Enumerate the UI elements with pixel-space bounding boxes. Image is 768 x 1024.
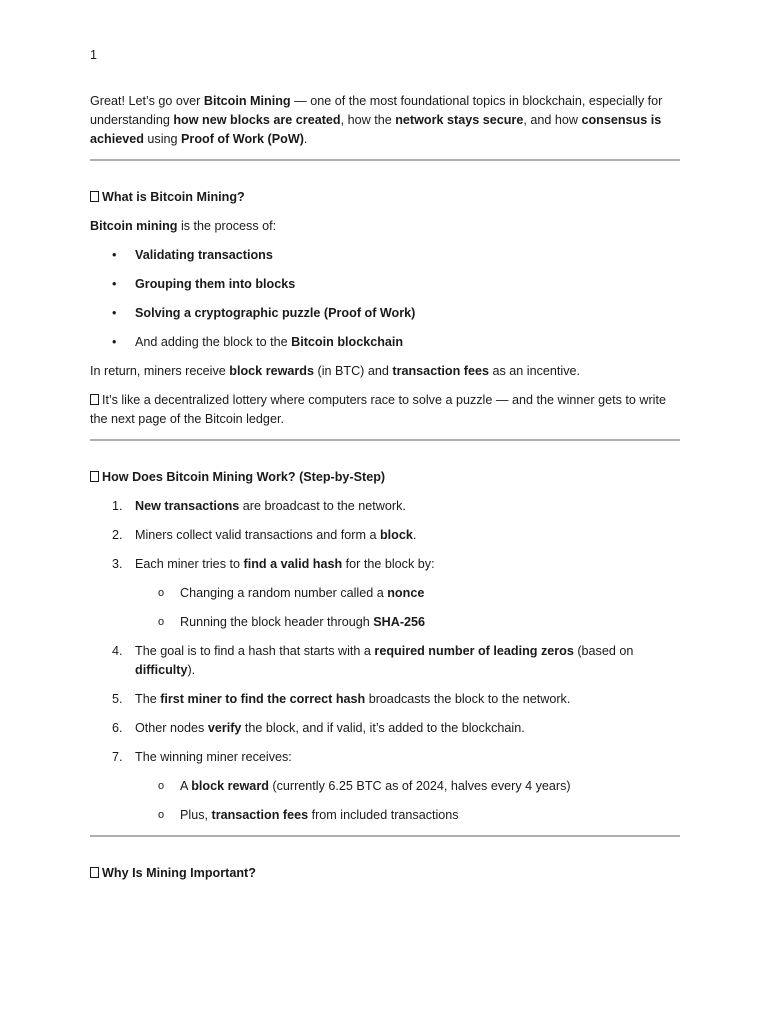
bold-text: Bitcoin Mining bbox=[203, 94, 291, 108]
text-run: . bbox=[412, 528, 417, 542]
sub-bullet-marker: o bbox=[158, 616, 165, 628]
analogy-paragraph: It’s like a decentralized lottery where computers race to solve a puzzle — and the winner gets to write the next page of the Bitcoin ledger. bbox=[90, 393, 666, 426]
step-number: 2. bbox=[112, 528, 123, 542]
text-run: (based on bbox=[573, 644, 634, 658]
list-item bbox=[90, 304, 680, 323]
list-item bbox=[90, 275, 680, 294]
text-run: And adding the block to the bbox=[135, 335, 292, 349]
sub-list-item bbox=[135, 584, 680, 603]
mining-steps-list bbox=[90, 246, 680, 352]
text-run: , and how bbox=[523, 113, 582, 127]
bold-text: Grouping them into blocks bbox=[135, 277, 296, 291]
bold-text: Solving a cryptographic puzzle (Proof of Work) bbox=[135, 306, 416, 320]
bold-text: New transactions bbox=[135, 499, 240, 513]
text-run: are broadcast to the network. bbox=[239, 499, 406, 513]
bold-text: transaction fees bbox=[392, 364, 489, 378]
sub-bullet-marker: o bbox=[158, 587, 165, 599]
bullet-marker: • bbox=[112, 306, 117, 320]
missing-emoji-icon bbox=[90, 867, 99, 878]
text-run: Great! Let’s go over bbox=[90, 94, 204, 108]
section-heading-what-is-mining: What is Bitcoin Mining? bbox=[90, 188, 680, 207]
document-body bbox=[90, 92, 680, 883]
text-run: (currently 6.25 BTC as of 2024, halves every 4 years) bbox=[268, 779, 571, 793]
text-run: A bbox=[180, 779, 192, 793]
step-item bbox=[90, 748, 680, 825]
bold-text: Validating transactions bbox=[135, 248, 273, 262]
bold-text: block bbox=[379, 528, 413, 542]
step-number: 1. bbox=[112, 499, 123, 513]
sub-list bbox=[135, 584, 680, 632]
sub-list-item bbox=[135, 613, 680, 632]
step-number: 5. bbox=[112, 692, 123, 706]
divider bbox=[90, 159, 680, 161]
page-number: 1 bbox=[90, 48, 98, 62]
text-run: using bbox=[143, 132, 182, 146]
text-run: is the process of: bbox=[177, 219, 277, 233]
missing-emoji-icon bbox=[90, 191, 99, 202]
bold-text: Bitcoin mining bbox=[90, 219, 178, 233]
list-item bbox=[90, 333, 680, 352]
section-heading-why-important: Why Is Mining Important? bbox=[90, 864, 680, 883]
step-item bbox=[90, 526, 680, 545]
bold-text: find a valid hash bbox=[243, 557, 343, 571]
step-item bbox=[90, 719, 680, 738]
sub-bullet-marker: o bbox=[158, 780, 165, 792]
bold-text: difficulty bbox=[135, 663, 188, 677]
text-run: The winning miner receives: bbox=[135, 750, 292, 764]
text-run: The goal is to find a hash that starts with a bbox=[135, 644, 375, 658]
bullet-marker: • bbox=[112, 277, 117, 291]
text-run: , how the bbox=[340, 113, 396, 127]
text-run: Changing a random number called a bbox=[180, 586, 388, 600]
bold-text: SHA-256 bbox=[373, 615, 426, 629]
bold-text: required number of leading zeros bbox=[374, 644, 574, 658]
bold-text: block rewards bbox=[229, 364, 314, 378]
text-run: The bbox=[135, 692, 161, 706]
step-list bbox=[90, 497, 680, 825]
intro-paragraph bbox=[90, 92, 680, 149]
text-run: for the block by: bbox=[342, 557, 435, 571]
step-number: 7. bbox=[112, 750, 123, 764]
section-heading-how-mining-works: How Does Bitcoin Mining Work? (Step-by-Step) bbox=[90, 468, 680, 487]
step-item bbox=[90, 642, 680, 680]
bold-text: how new blocks are created bbox=[173, 113, 341, 127]
divider bbox=[90, 835, 680, 837]
text-run: as an incentive. bbox=[488, 364, 580, 378]
bold-text: transaction fees bbox=[211, 808, 309, 822]
text-run: In return, miners receive bbox=[90, 364, 230, 378]
text-run: (in BTC) and bbox=[314, 364, 393, 378]
bold-text: verify bbox=[207, 721, 242, 735]
step-number: 3. bbox=[112, 557, 123, 571]
step-number: 6. bbox=[112, 721, 123, 735]
step-number: 4. bbox=[112, 644, 123, 658]
bold-text: first miner to find the correct hash bbox=[160, 692, 366, 706]
missing-emoji-icon bbox=[90, 471, 99, 482]
sub-list bbox=[135, 777, 680, 825]
step-item bbox=[90, 555, 680, 632]
text-run: Plus, bbox=[180, 808, 212, 822]
text-run: Running the block header through bbox=[180, 615, 374, 629]
bold-text: Bitcoin blockchain bbox=[291, 335, 404, 349]
step-item bbox=[90, 497, 680, 516]
bold-text: nonce bbox=[387, 586, 425, 600]
text-run: Miners collect valid transactions and form a bbox=[135, 528, 380, 542]
text-run: — one of the most foundational topics in blockchain, especially for understanding bbox=[90, 94, 663, 127]
text-run: broadcasts the block to the network. bbox=[365, 692, 571, 706]
text-run: Other nodes bbox=[135, 721, 208, 735]
bold-text: Proof of Work (PoW) bbox=[181, 132, 304, 146]
divider bbox=[90, 439, 680, 441]
bold-text: network stays secure bbox=[395, 113, 524, 127]
list-item bbox=[90, 246, 680, 265]
step-item bbox=[90, 690, 680, 709]
sub-list-item bbox=[135, 806, 680, 825]
text-run: the block, and if valid, it’s added to the blockchain. bbox=[241, 721, 525, 735]
mining-definition bbox=[90, 217, 680, 236]
bullet-marker: • bbox=[112, 248, 117, 262]
text-run: . bbox=[303, 132, 308, 146]
missing-emoji-icon bbox=[90, 394, 99, 405]
sub-bullet-marker: o bbox=[158, 809, 165, 821]
text-run: from included transactions bbox=[308, 808, 459, 822]
sub-list-item bbox=[135, 777, 680, 796]
text-run: Each miner tries to bbox=[135, 557, 244, 571]
bold-text: consensus is achieved bbox=[90, 113, 662, 146]
bullet-marker: • bbox=[112, 335, 117, 349]
bold-text: block reward bbox=[191, 779, 269, 793]
reward-paragraph bbox=[90, 362, 680, 381]
text-run: ). bbox=[187, 663, 196, 677]
